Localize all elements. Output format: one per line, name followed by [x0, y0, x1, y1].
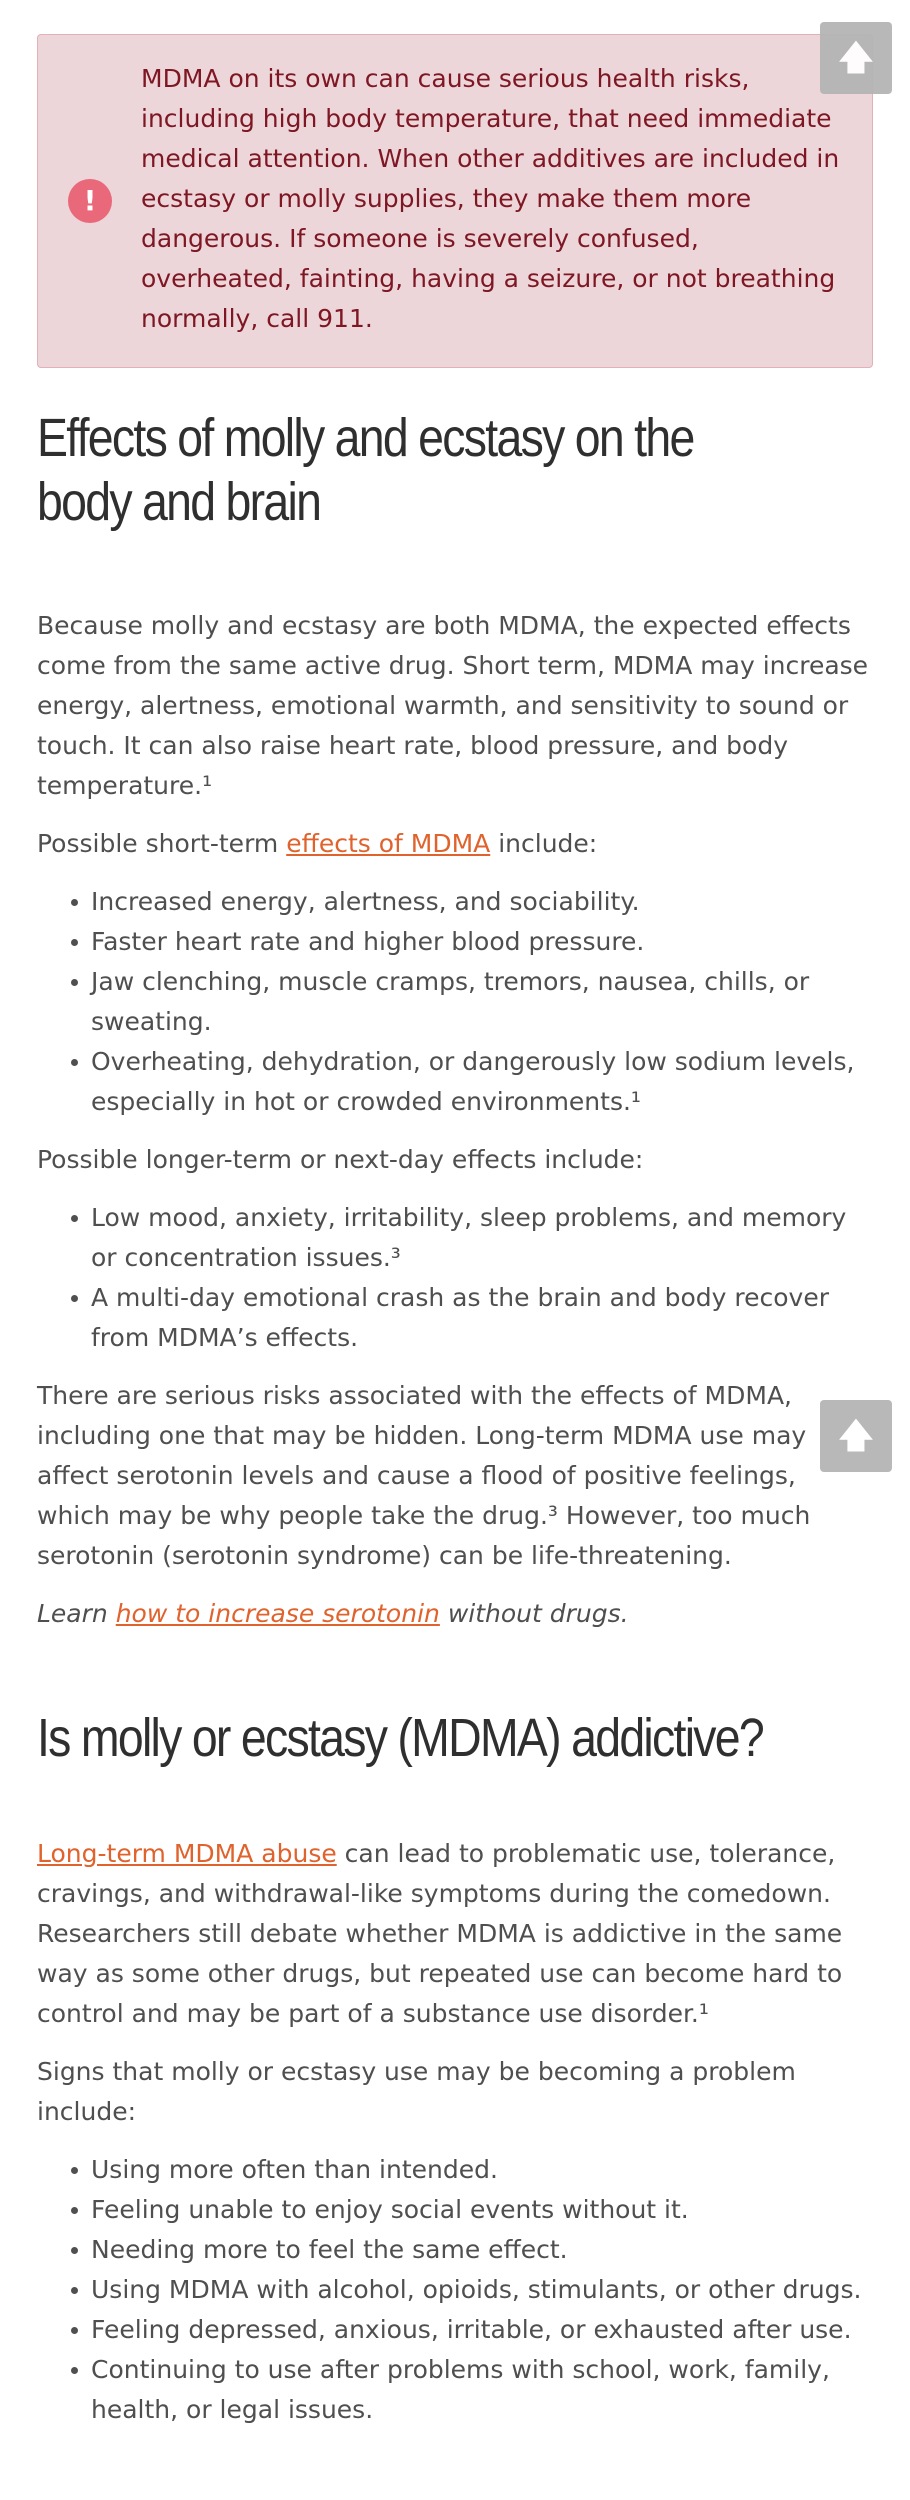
list-item: Overheating, dehydration, or dangerously low sodium levels, especially in hot or crowded environments.¹	[37, 1042, 873, 1122]
list-item: Faster heart rate and higher blood pressure.	[37, 922, 873, 962]
arrow-up-icon: 🡅	[838, 1416, 874, 1456]
long-term-effects-list	[37, 1198, 873, 1358]
list-item: A multi-day emotional crash as the brain and body recover from MDMA’s effects.	[37, 1278, 873, 1358]
learn-paragraph	[37, 1594, 873, 1634]
warning-alert	[37, 34, 873, 368]
list-item: Continuing to use after problems with school, work, family, health, or legal issues.	[37, 2350, 873, 2430]
section-heading-addictive: Is molly or ecstasy (MDMA) addictive?	[37, 1708, 764, 1768]
section-effects-body	[37, 606, 873, 1652]
section-addictive-body	[37, 1834, 873, 2448]
arrow-up-icon: 🡅	[838, 38, 874, 78]
list-item: Feeling unable to enjoy social events without it.	[37, 2190, 873, 2230]
scroll-to-top-button-floating[interactable]	[820, 1400, 892, 1472]
list-item: Low mood, anxiety, irritability, sleep problems, and memory or concentration issues.³	[37, 1198, 873, 1278]
effects-of-mdma-link[interactable]: effects of MDMA	[286, 829, 491, 858]
long-term-lead: Possible longer-term or next-day effects include:	[37, 1145, 644, 1174]
list-item: Using more often than intended.	[37, 2150, 873, 2190]
learn-before: Learn	[37, 1599, 116, 1628]
addictive-intro	[37, 1834, 873, 2034]
section-heading-effects: Effects of molly and ecstasy on the body and brain	[37, 408, 694, 532]
learn-after: without drugs.	[439, 1599, 629, 1628]
scroll-to-top-button[interactable]	[820, 22, 892, 94]
list-item: Feeling depressed, anxious, irritable, or exhausted after use.	[37, 2310, 873, 2350]
short-term-effects-list	[37, 882, 873, 1122]
risks-paragraph: There are serious risks associated with the effects of MDMA, including one that may be hidden. Long-term MDMA use may affect serotonin levels and cause a flood of positive feelings, which may be why people take the drug.³ However, too much serotonin (serotonin syndrome) can be life-threatening.	[37, 1381, 811, 1570]
problem-signs-list	[37, 2150, 873, 2430]
short-term-lead	[37, 824, 873, 864]
increase-serotonin-link[interactable]: how to increase serotonin	[115, 1599, 440, 1628]
list-item: Increased energy, alertness, and sociability.	[37, 882, 873, 922]
list-item: Jaw clenching, muscle cramps, tremors, nausea, chills, or sweating.	[37, 962, 873, 1042]
short-term-lead-before: Possible short-term	[37, 829, 287, 858]
long-term-mdma-abuse-link[interactable]: Long-term MDMA abuse	[37, 1839, 337, 1868]
list-item: Needing more to feel the same effect.	[37, 2230, 873, 2270]
list-item: Using MDMA with alcohol, opioids, stimulants, or other drugs.	[37, 2270, 873, 2310]
warning-alert-text: MDMA on its own can cause serious health risks, including high body temperature, that need immediate medical attention. When other additives are included in ecstasy or molly supplies, they make them more dangerous. If someone is severely confused, overheated, fainting, having a seizure, or not breathing normally, call 911.	[141, 64, 840, 333]
signs-lead: Signs that molly or ecstasy use may be becoming a problem include:	[37, 2057, 796, 2126]
effects-intro: Because molly and ecstasy are both MDMA, the expected effects come from the same active drug. Short term, MDMA may increase energy, alertness, emotional warmth, and sensitivity to sound or touch. It can also raise heart rate, blood pressure, and body temperature.¹	[37, 611, 869, 800]
addictive-intro-rest: can lead to problematic use, tolerance, cravings, and withdrawal-like symptoms during the comedown. Researchers still debate whether MDMA is addictive in the same way as some other drugs, but repeated use can become hard to control and may be part of a substance use disorder.¹	[37, 1839, 843, 2028]
short-term-lead-after: include:	[490, 829, 598, 858]
exclamation-icon: !	[68, 179, 112, 223]
